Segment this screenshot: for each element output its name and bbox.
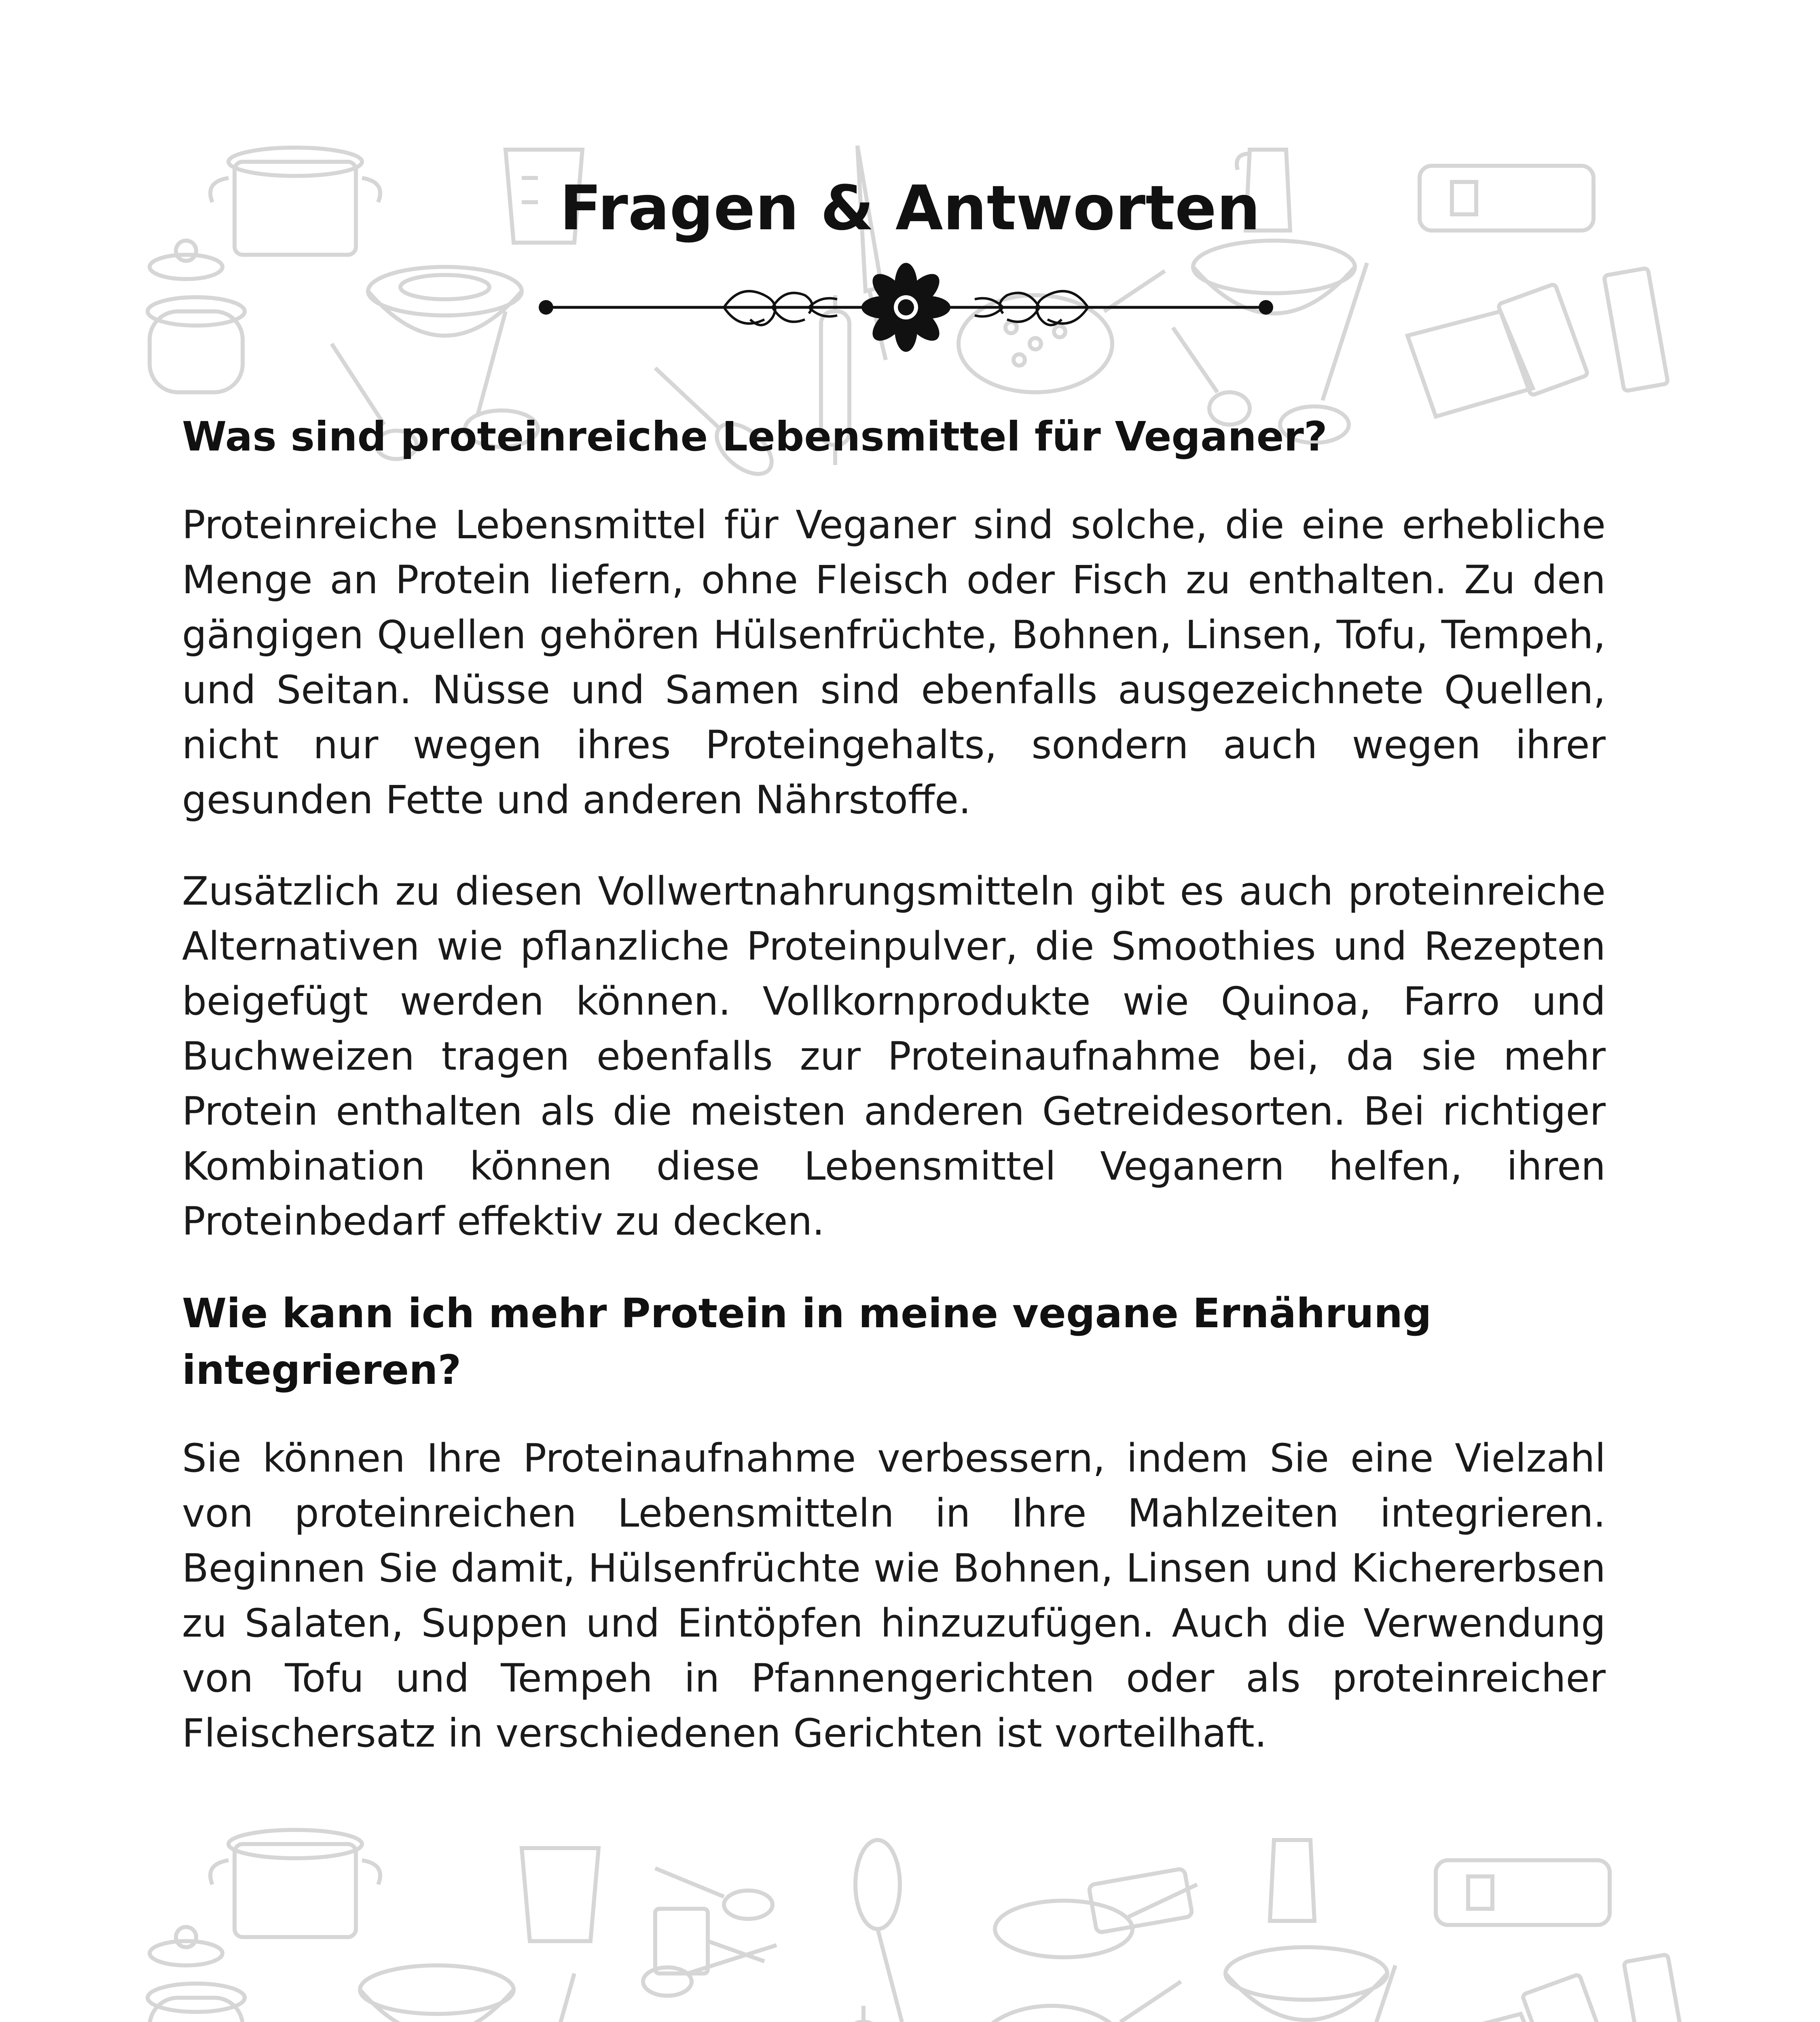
jar-icon-bottom [148, 1927, 245, 2022]
spoon-icon-bottom [643, 1868, 777, 1996]
measuring-cup-icon-bottom [522, 1848, 599, 1941]
whisk-icon-bottom [667, 1840, 902, 2022]
faq-question: Wie kann ich mehr Protein in meine vegane Ernährung integrieren? [182, 1290, 1432, 1394]
flower-divider-ornament [526, 263, 1286, 352]
measuring-tape-icon-bottom [1436, 1860, 1610, 1925]
kitchen-scale-icon-bottom [1522, 1954, 1689, 2022]
flower-icon [861, 263, 950, 352]
divider-end-dot-right [1259, 300, 1273, 315]
colander-pan-icon-bottom [975, 1982, 1181, 2022]
kitchen-scale-icon [1498, 268, 1668, 396]
rolling-pin-icon-bottom [849, 2006, 878, 2022]
faq-content [182, 408, 1606, 1797]
bowl-icon-bottom [360, 1965, 514, 2022]
faq-answer-paragraph: Proteinreiche Lebensmittel für Veganer sind solche, die eine erhebliche Menge an Protein liefern, ohne Fleisch oder Fisch zu enthalten. Zu den gängigen Quellen gehören Hülsenfrüchte, Bohnen, Linsen, Tofu, Tempeh, und Seitan. Nüsse und Samen sind ebenfalls ausgezeichnete Quellen, nicht nur wegen ihres Proteingehalts, sondern auch wegen ihrer gesunden Fette und anderen Nährstoffe. [182, 502, 1606, 823]
page-title: Fragen & Antworten [559, 172, 1261, 244]
bowl-icon-bottom-2 [1225, 1947, 1387, 2020]
faq-question: Was sind proteinreiche Lebensmittel für Veganer? [182, 413, 1327, 460]
frying-pan-icon-bottom [995, 1868, 1197, 1957]
jug-icon-bottom [1270, 1840, 1314, 1921]
kitchen-utensils-background-bottom [0, 1812, 1820, 2022]
slotted-spoon-icon-bottom [1197, 1965, 1395, 2022]
towel-icon-bottom [1428, 2014, 1553, 2022]
faq-section-2 [182, 1285, 1606, 1761]
faq-section-1 [182, 408, 1606, 1249]
ladle-icon-bottom [348, 1973, 574, 2022]
towel-icon [1407, 311, 1533, 417]
faq-answer-paragraph: Zusätzlich zu diesen Vollwertnahrungsmitteln gibt es auch proteinreiche Alternativen wie pflanzliche Proteinpulver, die Smoothies und Rezepten beigefügt werden können. Vollkornprodukte wie Quinoa, Farro und Buchweizen tragen ebenfalls zur Proteinaufnahme bei, da sie mehr Protein enthalten als die meisten anderen Getreidesorten. Bei richtiger Kombination können diese Lebensmittel Veganern helfen, ihren Proteinbedarf effektiv zu decken. [182, 869, 1606, 1244]
divider-end-dot-left [539, 300, 553, 315]
jar-icon [148, 241, 245, 392]
faq-answer-paragraph: Sie können Ihre Proteinaufnahme verbessern, indem Sie eine Vielzahl von proteinreichen Lebensmitteln in Ihre Mahlzeiten integrieren. Beginnen Sie damit, Hülsenfrüchte wie Bohnen, Linsen und Kichererbsen zu Salaten, Suppen und Eintöpfen hinzuzufügen. Auch die Verwendung von Tofu und Tempeh in Pfannengerichten oder als proteinreicher Fleischersatz in verschiedenen Gerichten ist vorteilhaft. [182, 1436, 1606, 1756]
pot-icon-bottom [210, 1830, 380, 1937]
bowl-icon [368, 267, 522, 336]
cleaver-icon-bottom [655, 1909, 764, 1973]
